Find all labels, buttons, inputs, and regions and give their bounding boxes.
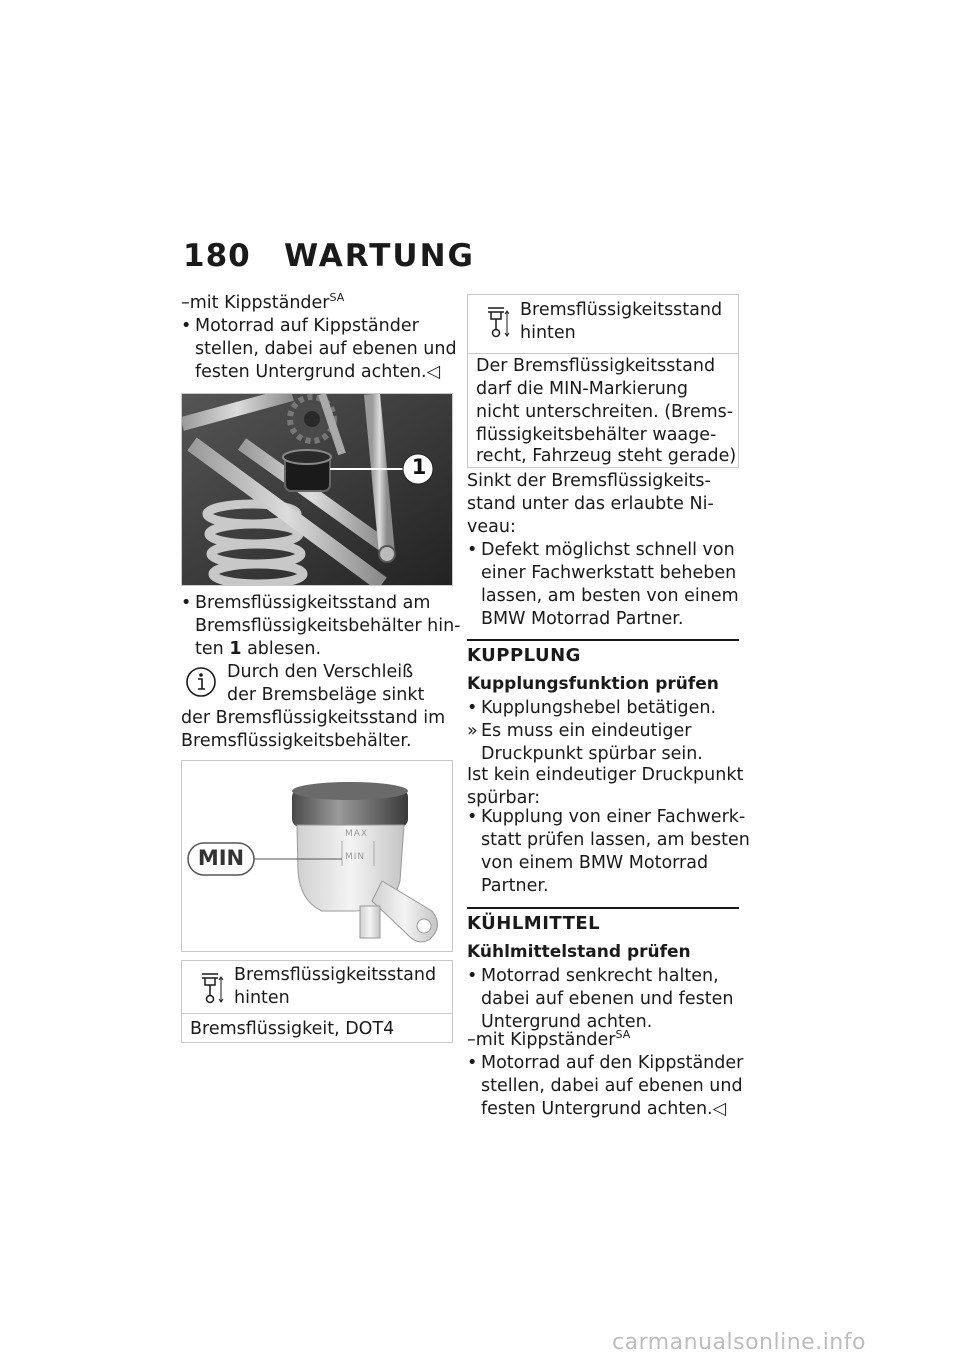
- step-text: • Kupplungshebel betätigen.: [481, 697, 716, 720]
- step-text: • Bremsflüssigkeitsstand am: [195, 592, 430, 615]
- sa-marker: SA: [329, 291, 345, 305]
- result-text: Druckpunkt spürbar sein.: [481, 744, 703, 764]
- step-text: dabei auf ebenen und festen: [481, 989, 734, 1009]
- spec-body: darf die MIN-Markierung: [476, 379, 688, 399]
- spec-body: nicht unterschreiten. (Brems-: [476, 402, 734, 422]
- spec-body: flüssigkeitsbehälter waage-: [476, 425, 717, 445]
- subheading-clutch-check: Kupplungsfunktion prüfen: [467, 674, 719, 694]
- step-text: von einem BMW Motorrad: [481, 853, 709, 873]
- section-heading-coolant: KÜHLMITTEL: [467, 913, 601, 934]
- step-text: Untergrund achten.: [481, 1012, 653, 1032]
- step-text: statt prüfen lassen, am besten: [481, 830, 750, 850]
- min-callout: MIN: [197, 846, 245, 870]
- brake-fluid-icon: [196, 971, 224, 1005]
- step-text: Bremsflüssigkeitsbehälter hin-: [195, 616, 461, 636]
- paragraph-text: stand unter das erlaubte Ni-: [467, 494, 714, 514]
- page-title: WARTUNG: [284, 238, 475, 274]
- section-heading-clutch: KUPPLUNG: [467, 645, 581, 666]
- step-text: Partner.: [481, 876, 549, 896]
- spec-table: [467, 294, 739, 468]
- condition-kickstand: –mit Kippständer$^{SA}$: [181, 291, 345, 313]
- step-text: festen Untergrund achten.◁: [481, 1099, 727, 1119]
- spec-title: Bremsflüssigkeitsstand: [234, 965, 437, 985]
- min-mark: MIN: [345, 852, 366, 862]
- spec-value: Bremsflüssigkeit, DOT4: [190, 1019, 395, 1039]
- brake-fluid-icon: [482, 305, 510, 339]
- max-mark: MAX: [345, 829, 369, 839]
- spec-body: recht, Fahrzeug steht gerade): [476, 446, 737, 466]
- paragraph-text: Sinkt der Bremsflüssigkeits-: [467, 471, 711, 491]
- paragraph-text: Ist kein eindeutiger Druckpunkt: [467, 765, 744, 785]
- brake-reservoir-photo: [181, 393, 453, 586]
- info-icon: [185, 666, 217, 698]
- paragraph-text: veau:: [467, 517, 516, 537]
- callout-ref: 1: [229, 639, 242, 659]
- spec-title: Bremsflüssigkeitsstand: [520, 300, 723, 320]
- step-text: ten 1 ablesen.: [195, 639, 322, 659]
- step-text: einer Fachwerkstatt beheben: [481, 563, 737, 583]
- watermark: carmanualsonline.info: [612, 1330, 866, 1355]
- step-text: • Motorrad auf den Kippständer: [481, 1052, 743, 1075]
- page-number: 180: [183, 238, 251, 274]
- spec-title: hinten: [234, 988, 290, 1008]
- step-text: • Kupplung von einer Fachwerk-: [481, 806, 745, 829]
- condition-kickstand: –mit Kippständer$^{SA}$: [467, 1028, 631, 1050]
- spec-table: [181, 960, 453, 1043]
- note-text: der Bremsbeläge sinkt: [227, 685, 425, 705]
- note-text: der Bremsflüssigkeitsstand im: [181, 708, 446, 728]
- subheading-coolant-check: Kühlmittelstand prüfen: [467, 942, 691, 962]
- sa-marker: SA: [615, 1028, 631, 1042]
- spec-header: [468, 295, 738, 354]
- paragraph-text: spürbar:: [467, 788, 541, 808]
- step-text: lassen, am besten von einem: [481, 586, 739, 606]
- callout-number: 1: [411, 455, 427, 479]
- step-text: festen Untergrund achten.◁: [195, 362, 441, 382]
- result-text: » Es muss ein eindeutiger: [481, 720, 691, 743]
- spec-title: hinten: [520, 323, 576, 343]
- step-text: • Motorrad senkrecht halten,: [481, 965, 719, 988]
- step-text: BMW Motorrad Partner.: [481, 609, 684, 629]
- note-text: Durch den Verschleiß: [227, 662, 414, 682]
- section-divider: [467, 639, 739, 641]
- note-text: Bremsflüssigkeitsbehälter.: [181, 731, 412, 751]
- spec-header: [182, 961, 452, 1014]
- step-text: stellen, dabei auf ebenen und: [481, 1076, 743, 1096]
- end-marker-icon: ◁: [426, 362, 441, 382]
- step-text: • Defekt möglichst schnell von: [481, 539, 735, 562]
- step-text: stellen, dabei auf ebenen und: [195, 339, 457, 359]
- section-divider: [467, 907, 739, 909]
- spec-body: Der Bremsflüssigkeitsstand: [476, 356, 716, 376]
- photo-illustration: [182, 394, 453, 586]
- reservoir-drawing: [181, 760, 453, 952]
- end-marker-icon: ◁: [712, 1099, 727, 1119]
- step-text: • Motorrad auf Kippständer: [195, 315, 419, 338]
